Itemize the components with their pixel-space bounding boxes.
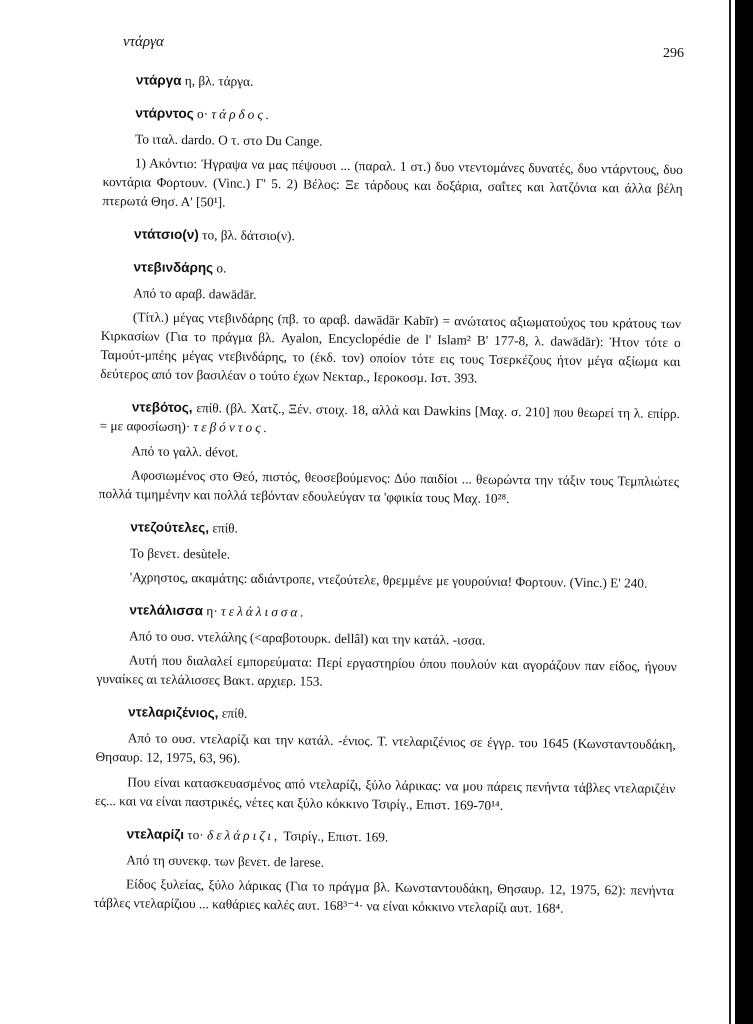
entry-definition: (Τίτλ.) μέγας ντεβινδάρης (πβ. το αραβ. dawādār Kabīr) = ανώτατος αξιωματούχος του κράτους των Κιρκασίων (Για το πράγμα βλ. Ayalon, Encyclopédie de l' Islam² Β' 177-8, λ. dawādār): Ἠτον τότε ο Ταμούτ-μπέης μέγας ντεβινδάρης, το (έκδ. τον) οποίον τότε εις τους Τσερκέζους ήτον μέγα αξίωμα και δεύτερος από τον βασιλέαν ο τούτο έχων Νεκταρ., Ιεροκοσμ. Ιστ. 393. <box>100 309 682 386</box>
entry-definition: Αφοσιωμένος στο Θεό, πιστός, θεοσεβούμενος: Δύο παιδίοι ... θεωρώντα την τάξιν τους Τεμπλιώτες πολλά τιμημένην και πολλά τεβόνταν εδουλεύγαν τα 'φφικία τους Μαχ. 10²⁸. <box>98 467 680 506</box>
entry-variant: τάρδος. <box>211 106 273 123</box>
entry-lemma: ντελαρίζι <box>126 826 185 843</box>
entry-etymology: Από τη συνεκφ. των βενετ. de larese. <box>126 852 325 870</box>
running-head: ντάργα <box>123 34 164 50</box>
entry-definition: 'Αχρηστος, ακαμάτης: αδιάντροπε, ντεζούτελε, θρεμμένε με γουρούνια! Φορτουν. (Vinc.) Ε' 240. <box>129 569 648 591</box>
entry-ntelarizenios <box>95 702 676 817</box>
scan-edge-line <box>729 0 731 1024</box>
entry-lemma: ντάρντος <box>135 105 194 122</box>
entry-lemma: ντεζούτελες, <box>130 519 210 536</box>
entry-headline <box>100 397 680 442</box>
entry-ntevindaris <box>100 257 681 390</box>
entry-lemma: ντάτσιο(ν) <box>133 226 199 243</box>
entries-column <box>94 70 684 933</box>
entry-ntarga <box>104 70 684 96</box>
entry-definition: Που είναι κατασκευασμένος από ντελαρίζι, ξύλο λάρικας: να μου πάρεις πενήντα τάβλες ντελαριζέιν ες... και να είναι παστρικές, νέτες και ξύλο κόκκινο Τσιρίγ., Επιστ. 169-70¹⁴. <box>94 774 676 813</box>
page-number: 296 <box>663 46 684 61</box>
entry-ntelalissa <box>96 600 677 695</box>
entry-ntelarizi <box>94 824 675 919</box>
entry-gloss: ο. <box>216 260 227 276</box>
entry-etymology: Από το αραβ. dawādār. <box>133 285 257 302</box>
entry-ntezoutele <box>98 517 679 593</box>
entry-lemma: ντελαριζένιος, <box>128 704 219 721</box>
entry-etymology: Από το ουσ. ντελάλης (<αραβοτουρκ. dellâl) και την κατάλ. -ισσα. <box>128 628 486 648</box>
entry-lemma: ντεβότος, <box>131 399 193 416</box>
entry-gloss: επίθ. <box>212 520 239 536</box>
entry-gloss: επίθ. (βλ. Χατζ., Ξέν. στοιχ. 18, αλλά και Dawkins [Μαχ. σ. 210] που θεωρεί τη λ. επίρρ. = με αφοσίωση)· <box>99 400 680 435</box>
entry-variant: τεβόντος. <box>193 419 271 436</box>
entry-article: ο· <box>196 106 209 122</box>
entry-definition: Είδος ξυλείας, ξύλο λάρικας (Για το πράγμα βλ. Κωνσταντουδάκη, Θησαυρ. 12, 1975, 62): πενήντα τάβλες ντελαρίζιου ... καθάριες καλές αυτ. 168³⁻⁴· να είναι κόκκινο ντελαρίζι αυτ. 168⁴. <box>93 876 675 916</box>
entry-article: το· <box>187 827 204 843</box>
entry-lemma: ντελάλισσα <box>129 602 204 619</box>
entry-definition: Αυτή που διαλαλεί εμπορεύματα: Περί εργαστηρίου όπου πουλούν και αγοράζουν παν είδος, ήγουν γυναίκες αι τελάλισσες Βακτ. αρχιερ. 153. <box>96 652 677 689</box>
entry-source: Τσιρίγ., Επιστ. 169. <box>283 828 389 845</box>
entry-ntevotos <box>99 397 680 510</box>
entry-variant: τελάλισσα. <box>220 603 307 620</box>
entry-gloss: το, βλ. δάτσιο(ν). <box>202 227 295 244</box>
entry-etymology: Το βενετ. desùtele. <box>130 545 231 562</box>
scan-edge <box>735 0 753 1024</box>
entry-ntatsio <box>102 224 682 250</box>
entry-ntarntos <box>102 103 683 217</box>
entry-article: η· <box>206 603 218 619</box>
entry-etymology: Από το γαλλ. dévot. <box>131 443 239 460</box>
entry-gloss: η, βλ. τάργα. <box>184 72 254 89</box>
entry-gloss: επίθ. <box>221 705 248 721</box>
entry-lemma: ντάργα <box>135 72 182 88</box>
entry-definition: 1) Ακόντιο: Ἠγραψα να μας πέψουσι ... (παραλ. 1 στ.) δυο ντεντομάνες δυνατές, δυο ντάρντους, δυο κοντάρια Φορτουν. (Vinc.) Γ' 5. 2) Βέλος: Ξε τάρδους και δοξάρια, σαΐτες και λατζόνια και άλλα βέλη πτερωτά Θησ. Α' [50¹]. <box>102 155 683 210</box>
entry-lemma: ντεβινδάρης <box>133 259 214 276</box>
entry-variant: δελάριζι, <box>206 827 281 844</box>
entry-etymology: Το ιταλ. dardo. Ο τ. στο Du Cange. <box>135 131 323 149</box>
entry-etymology: Από το ουσ. ντελαρίζι και την κατάλ. -ένιος. Τ. ντελαριζένιος σε έγγρ. του 1645 (Κωνσταντουδάκη, Θησαυρ. 12, 1975, 63, 96). <box>95 730 676 766</box>
